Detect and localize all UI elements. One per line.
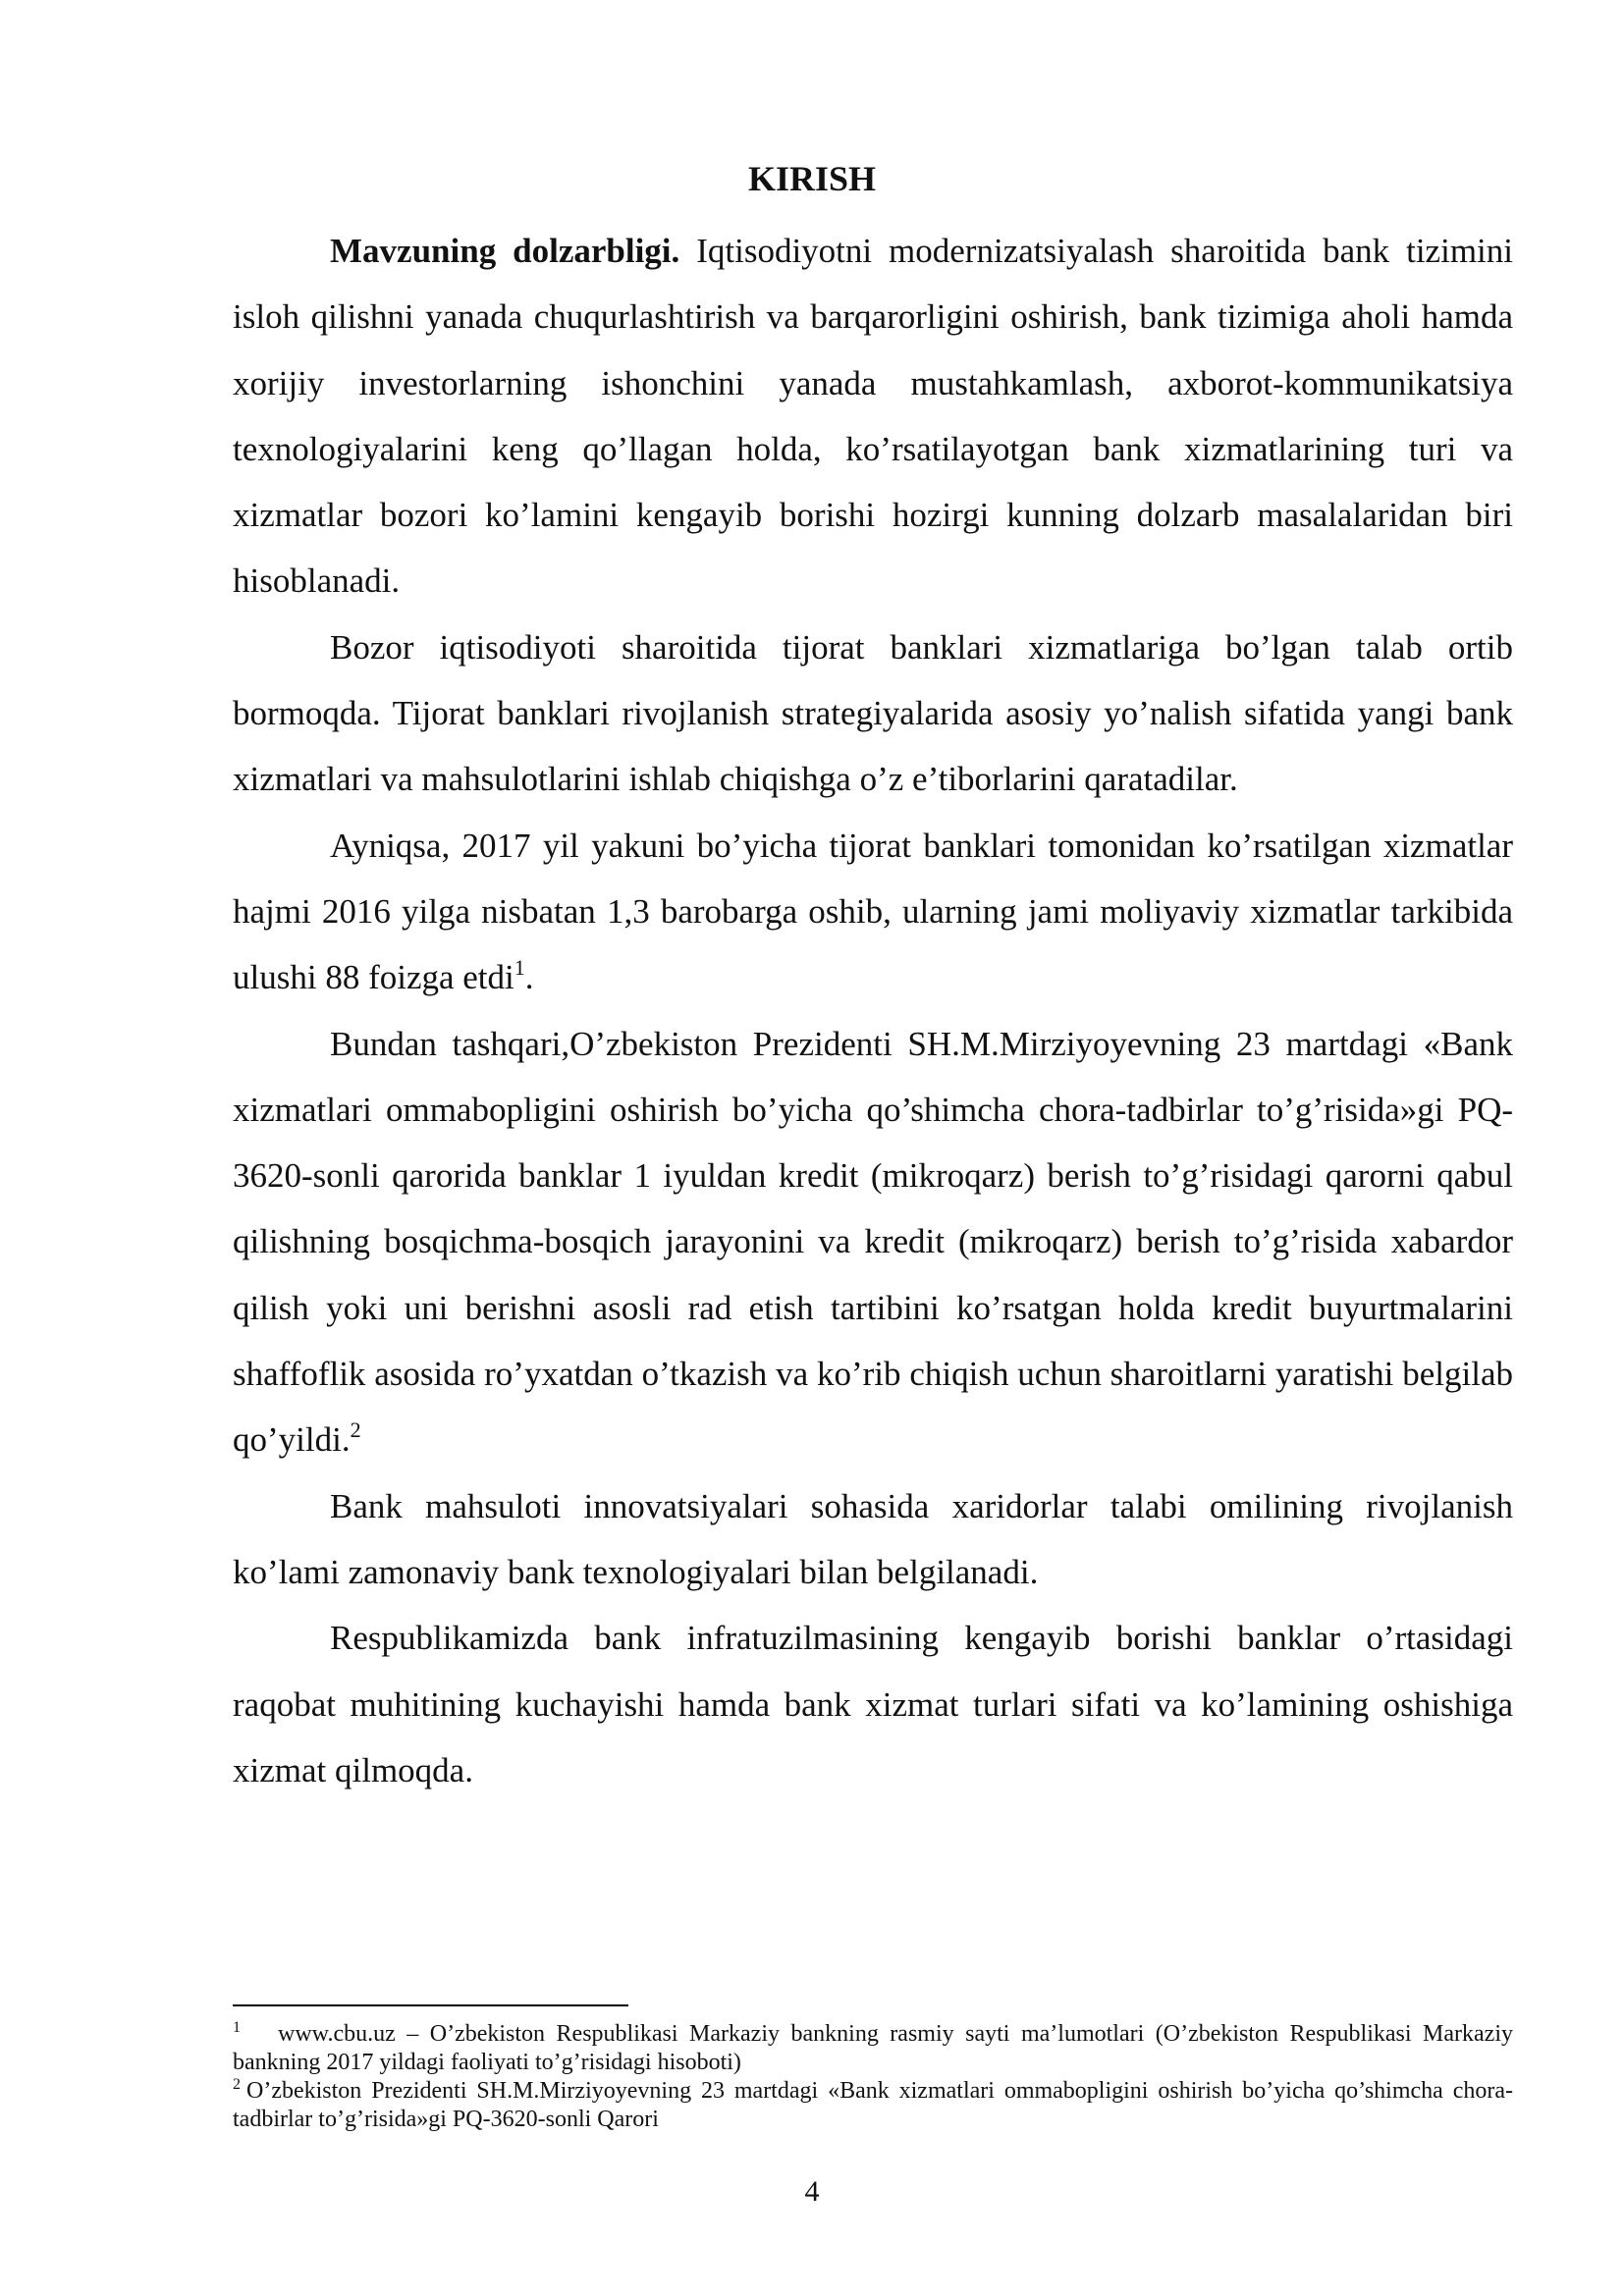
footnote-1 [233,2020,1513,2077]
paragraph-infrastructure [233,1605,1513,1803]
paragraph-services-volume [233,813,1513,1011]
footnote-ref-1[interactable]: 1 [514,955,525,981]
paragraph-text: Respublikamizda bank infratuzilmasining kengayib borishi banklar o’rtasidagi raqobat muhitining kuchayishi hamda bank xizmat turlari sifati va ko’lamining oshishiga xizmat qilmoqda. [233,1619,1513,1789]
footnote-mark: 1 [233,2019,241,2036]
paragraph-lead: Mavzuning dolzarbligi. [330,232,680,270]
section-title: KIRISH [747,159,877,198]
footnotes [233,2020,1513,2134]
body-text [233,218,1513,1803]
paragraph-text: Bozor iqtisodiyoti sharoitida tijorat banklari xizmatlariga bo’lgan talab ortib bormoqda. Tijorat banklari rivojlanish strategiyalarida asosiy yo’nalish sifatida yangi bank xizmatlari va mahsulotlarini ishlab chiqishga o’z e’tiborlarini qaratadilar. [233,627,1513,799]
paragraph-relevance [233,218,1513,614]
paragraph-decree [233,1011,1513,1473]
footnote-text: www.cbu.uz – O’zbekiston Respublikasi Markaziy bankning rasmiy sayti ma’lumotlari (O’zbekiston Respublikasi Markaziy bankning 2017 yildagi faoliyati to’g’risidagi hisoboti) [233,2021,1513,2075]
page-number: 4 [804,2175,820,2208]
paragraph-text: Iqtisodiyotni modernizatsiyalash sharoitida bank tizimini isloh qilishni yanada chuqurlashtirish va barqarorligini oshirish, bank tizimiga aholi hamda xorijiy investorlarning ishonchini yanada mustahkamlash, axborot-kommunikatsiya texnologiyalarini keng qo’llagan holda, ko’rsatilayotgan bank xizmatlarining turi va xizmatlar bozori ko’lamini kengayib borishi hozirgi kunning dolzarb masalalaridan biri hisoblanadi. [233,232,1513,601]
paragraph-market-demand [233,614,1513,813]
footnote-mark: 2 [233,2076,241,2093]
footnote-text: O’zbekiston Prezidenti SH.M.Mirziyoyevning 23 martdagi «Bank xizmatlari ommabopligini oshirish bo’yicha qo’shimcha chora-tadbirlar to’g’risida»gi PQ-3620-sonli Qarori [233,2078,1513,2132]
paragraph-text: Bundan tashqari,O’zbekiston Prezidenti SH.M.Mirziyoyevning 23 martdagi «Bank xizmatlari ommabopligini oshirish bo’yicha qo’shimcha chora-tadbirlar to’g’risida»gi PQ-3620-sonli qarorida banklar 1 iyuldan kredit (mikroqarz) berish to’g’risidagi qarorni qabul qilishning bosqichma-bosqich jarayonini va kredit (mikroqarz) berish to’g’risida xabardor qilish yoki uni berishni asosli rad etish tartibini ko’rsatgan holda kredit buyurtmalarini shaffoflik asosida ro’yxatdan o’tkazish va ko’rib chiqish uchun sharoitlarni yaratishi belgilab qo’yildi. [233,1024,1513,1460]
paragraph-text: Bank mahsuloti innovatsiyalari sohasida xaridorlar talabi omilining rivojlanish ko’lami zamonaviy bank texnologiyalari bilan belgilanadi. [233,1486,1513,1591]
paragraph-tail: . [524,958,534,997]
footnote-ref-2[interactable]: 2 [350,1417,361,1443]
footnote-separator [233,2004,628,2006]
paragraph-text: Ayniqsa, 2017 yil yakuni bo’yicha tijorat banklari tomonidan ko’rsatilgan xizmatlar hajmi 2016 yilga nisbatan 1,3 barobarga oshib, ularning jami moliyaviy xizmatlar tarkibida ulushi 88 foizga etdi [233,826,1513,997]
paragraph-innovation [233,1473,1513,1606]
footnote-2 [233,2077,1513,2134]
